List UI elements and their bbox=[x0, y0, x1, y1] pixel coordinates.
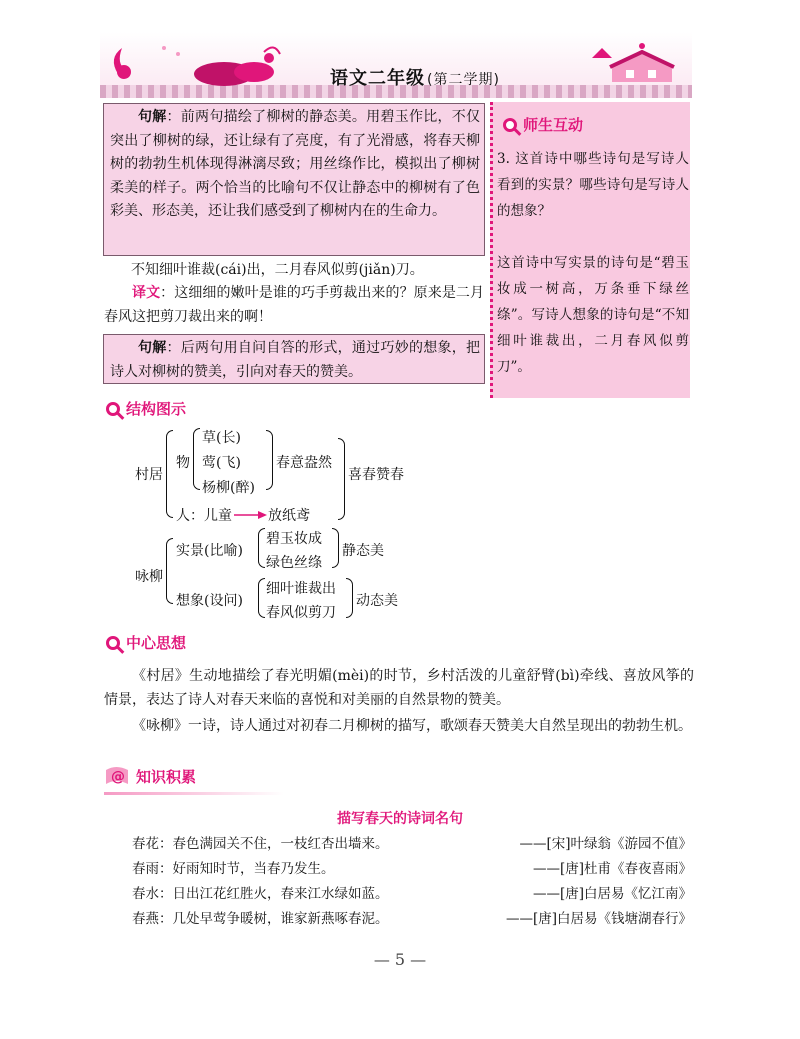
explanation-text: ：前两句描绘了柳树的静态美。用碧玉作比，不仅突出了柳树的绿，还让绿有了亮度，有了光滑感，将春天柳树的勃勃生机体现得淋漓尽致；用丝绦作比，模拟出了柳树柔美的样子。两个恰当的比喻句不仅让静态中的柳树有了色彩美、形态美，还让我们感受到了柳树内在的生命力。 bbox=[110, 109, 481, 219]
house-decoration-icon bbox=[582, 38, 687, 88]
knowledge-underline bbox=[104, 792, 284, 795]
central-idea-title: 中心思想 bbox=[106, 632, 186, 653]
interaction-title: 师生互动 bbox=[503, 114, 583, 135]
central-idea-p1: 《村居》生动地描绘了春光明媚(mèi)的时节，乡村活泼的儿童舒臂(bì)牵线、喜放风筝的情景，表达了诗人对春天来临的喜悦和对美丽的自然景物的赞美。 bbox=[104, 668, 694, 708]
flower-decoration-icon bbox=[104, 40, 294, 90]
explanation-label: 句解 bbox=[138, 109, 167, 125]
svg-text:@: @ bbox=[111, 769, 125, 785]
structure-diagram: 村居 物 草(长) 莺(飞) 杨柳(醉) 春意盎然 喜春赞春 人：儿童 放纸鸢 咏柳 实景(比喻) 碧玉妆成 绿色丝绦 静态美 想象(设问) 细叶谁裁出 春风似剪刀 动态美 bbox=[135, 430, 404, 621]
list-item: 春燕：几处早莺争暖树，谁家新燕啄春泥。 ——[唐]白居易《钱塘湖春行》 bbox=[132, 911, 692, 927]
magnifier-icon bbox=[106, 636, 120, 650]
central-idea-p2: 《咏柳》一诗，诗人通过对初春二月柳树的描写，歌颂春天赞美大自然呈现出的勃勃生机。 bbox=[132, 718, 692, 734]
magnifier-icon bbox=[503, 118, 517, 132]
explanation-box-2: 句解：后两句用自问自答的形式，通过巧妙的想象，把诗人对柳树的赞美，引向对春天的赞美。 bbox=[103, 334, 485, 384]
interaction-box bbox=[490, 102, 690, 398]
structure-title: 结构图示 bbox=[106, 398, 186, 419]
arrow-icon bbox=[234, 510, 268, 520]
list-item: 春雨：好雨知时节，当春乃发生。 ——[唐]杜甫《春夜喜雨》 bbox=[132, 861, 692, 877]
book-icon bbox=[104, 764, 130, 788]
knowledge-heading: 描写春天的诗词名句 bbox=[337, 811, 463, 827]
page-number: — 5 — bbox=[373, 950, 427, 969]
explanation-box-1 bbox=[103, 103, 485, 256]
magnifier-icon bbox=[106, 402, 120, 416]
poem-quote-list bbox=[132, 832, 692, 932]
knowledge-title: @ 知识积累 bbox=[104, 764, 196, 788]
translation: 译文：这细细的嫩叶是谁的巧手剪裁出来的？原来是二月春风这把剪刀裁出来的啊！ bbox=[104, 285, 485, 325]
poem-line: 不知细叶谁裁(cái)出，二月春风似剪(jiǎn)刀。 bbox=[131, 262, 424, 278]
interaction-answer: 这首诗中写实景的诗句是“碧玉妆成一树高，万条垂下绿丝绦”。写诗人想象的诗句是“不知细叶谁裁出，二月春风似剪刀”。 bbox=[497, 255, 689, 375]
list-item: 春花：春色满园关不住，一枝红杏出墙来。 ——[宋]叶绿翁《游园不值》 bbox=[132, 836, 692, 852]
list-item: 春水：日出江花红胜火，春来江水绿如蓝。 ——[唐]白居易《忆江南》 bbox=[132, 886, 692, 902]
page-title: 语文二年级 (第二学期) bbox=[330, 68, 500, 89]
interaction-question: 3. 这首诗中哪些诗句是写诗人看到的实景？哪些诗句是写诗人的想象？ bbox=[497, 151, 689, 219]
